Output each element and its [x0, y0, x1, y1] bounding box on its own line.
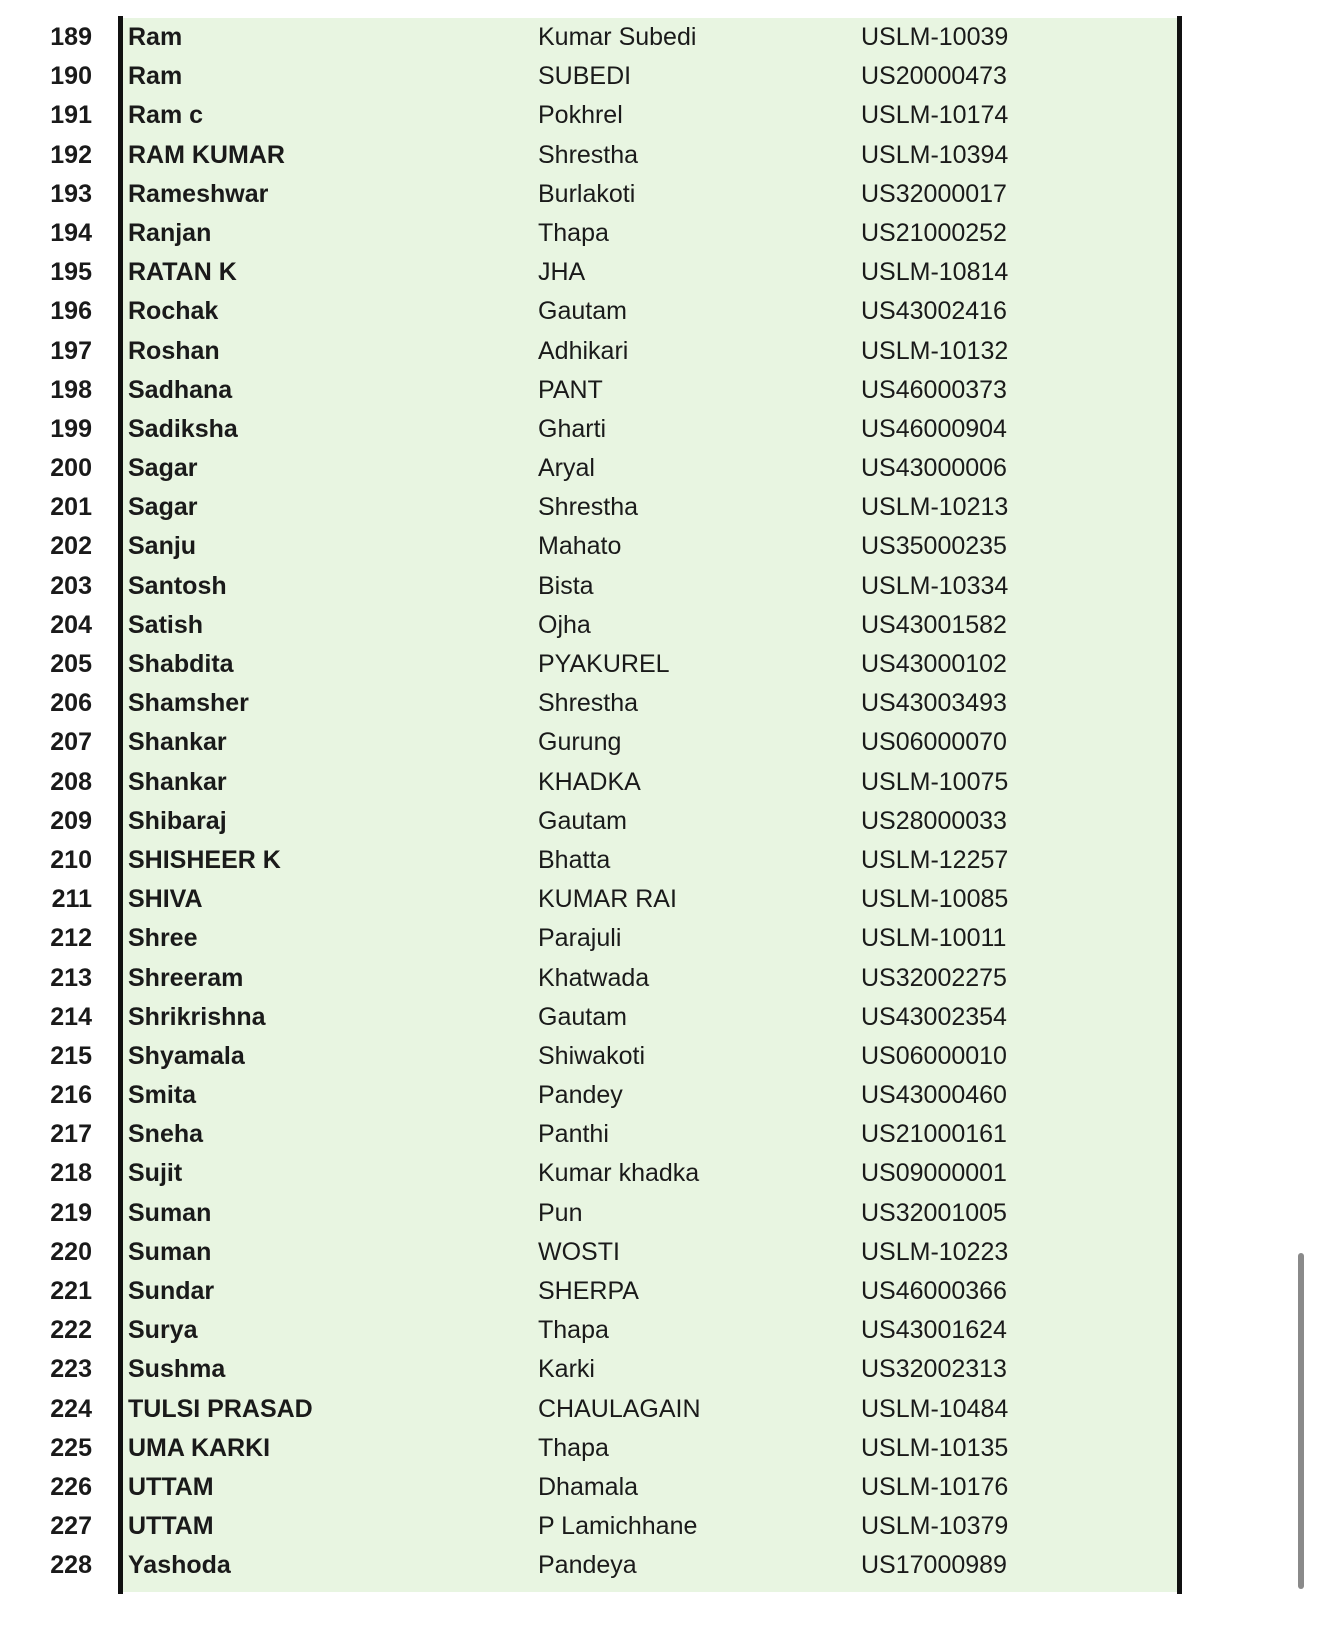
last-name-cell: WOSTI [538, 1237, 620, 1266]
last-name-cell: Thapa [538, 1433, 609, 1462]
row-number-cell: 221 [50, 1277, 92, 1305]
member-id-cell: USLM-10085 [861, 885, 1009, 914]
table-row [0, 1194, 1320, 1233]
first-name-cell: Santosh [128, 571, 227, 600]
member-id-cell: USLM-10814 [861, 258, 1009, 287]
last-name-cell: Karki [538, 1355, 595, 1384]
first-name-cell: Shibaraj [128, 806, 227, 835]
member-id-cell: US46000373 [861, 375, 1007, 404]
table-row [0, 998, 1320, 1037]
row-number-cell: 193 [50, 179, 92, 208]
table-row [0, 802, 1320, 841]
first-name-cell: Suman [128, 1198, 212, 1227]
last-name-cell: Gurung [538, 728, 622, 757]
table-row [0, 371, 1320, 410]
table-row [0, 96, 1320, 135]
member-id-cell: US06000010 [861, 1041, 1007, 1070]
last-name-cell: Pun [538, 1198, 583, 1227]
first-name-cell: Roshan [128, 336, 220, 365]
member-id-cell: US46000366 [861, 1277, 1007, 1305]
first-name-cell: Ram [128, 23, 183, 51]
row-number-cell: 191 [50, 101, 92, 130]
last-name-cell: Gautam [538, 806, 627, 835]
table-row [0, 253, 1320, 292]
first-name-cell: Sadhana [128, 375, 233, 404]
member-id-cell: US21000252 [861, 218, 1007, 247]
row-number-cell: 212 [50, 924, 92, 953]
row-number-cell: 203 [50, 571, 92, 600]
last-name-cell: Kumar Subedi [538, 23, 697, 51]
member-id-cell: USLM-10011 [861, 924, 1007, 953]
table-row [0, 527, 1320, 566]
table-row [0, 410, 1320, 449]
first-name-cell: Ranjan [128, 218, 212, 247]
row-number-cell: 209 [50, 806, 92, 835]
member-id-cell: USLM-12257 [861, 845, 1009, 874]
first-name-cell: Shabdita [128, 650, 234, 678]
table-row [0, 1390, 1320, 1429]
first-name-cell: UTTAM [128, 1512, 214, 1541]
member-id-cell: USLM-10394 [861, 140, 1009, 169]
member-id-cell: USLM-10213 [861, 493, 1009, 522]
first-name-cell: Sujit [128, 1159, 183, 1188]
last-name-cell: PANT [538, 375, 603, 404]
table-row [0, 1429, 1320, 1468]
first-name-cell: Shrikrishna [128, 1002, 266, 1031]
last-name-cell: SHERPA [538, 1277, 639, 1305]
last-name-cell: Pandey [538, 1081, 623, 1110]
row-number-cell: 195 [50, 258, 92, 287]
first-name-cell: Shamsher [128, 689, 249, 718]
last-name-cell: Aryal [538, 454, 595, 483]
member-id-cell: USLM-10176 [861, 1472, 1009, 1501]
last-name-cell: SUBEDI [538, 62, 632, 91]
row-number-cell: 206 [50, 689, 92, 718]
first-name-cell: Satish [128, 610, 204, 639]
row-number-cell: 199 [50, 414, 92, 443]
first-name-cell: Shyamala [128, 1041, 245, 1070]
member-id-cell: US06000070 [861, 728, 1007, 757]
table-row [0, 1076, 1320, 1115]
row-number-cell: 222 [50, 1316, 92, 1345]
first-name-cell: Shankar [128, 767, 227, 796]
last-name-cell: Thapa [538, 218, 609, 247]
row-number-cell: 224 [50, 1394, 92, 1423]
row-number-cell: 208 [50, 767, 92, 796]
last-name-cell: CHAULAGAIN [538, 1394, 701, 1423]
member-id-cell: US43000006 [861, 454, 1007, 483]
table-row [0, 880, 1320, 919]
row-number-cell: 192 [50, 140, 92, 169]
row-number-cell: 202 [50, 532, 92, 561]
first-name-cell: SHIVA [128, 885, 203, 914]
first-name-cell: Sushma [128, 1355, 226, 1384]
table-row [0, 488, 1320, 527]
last-name-cell: Shrestha [538, 140, 639, 169]
table-row [0, 136, 1320, 175]
member-id-cell: US09000001 [861, 1159, 1007, 1188]
row-number-cell: 190 [50, 62, 92, 91]
member-id-cell: USLM-10039 [861, 23, 1009, 51]
member-id-cell: US32002313 [861, 1355, 1007, 1384]
row-number-cell: 201 [50, 493, 92, 522]
member-id-cell: US32000017 [861, 179, 1007, 208]
first-name-cell: Ram [128, 62, 183, 91]
last-name-cell: Burlakoti [538, 179, 636, 208]
member-id-cell: US43002354 [861, 1002, 1007, 1031]
table-row [0, 841, 1320, 880]
table-row [0, 175, 1320, 214]
last-name-cell: P Lamichhane [538, 1512, 698, 1541]
first-name-cell: Sadiksha [128, 414, 238, 443]
row-number-cell: 213 [50, 963, 92, 992]
row-number-cell: 227 [50, 1512, 92, 1541]
member-id-cell: US20000473 [861, 62, 1007, 91]
table-row [0, 606, 1320, 645]
row-number-cell: 189 [50, 23, 92, 51]
row-number-cell: 216 [50, 1081, 92, 1110]
row-number-cell: 218 [50, 1159, 92, 1188]
member-id-cell: US32002275 [861, 963, 1007, 992]
first-name-cell: Sagar [128, 493, 198, 522]
table-row [0, 449, 1320, 488]
member-id-cell: USLM-10223 [861, 1237, 1009, 1266]
last-name-cell: Panthi [538, 1120, 609, 1149]
table-row [0, 723, 1320, 762]
last-name-cell: Parajuli [538, 924, 622, 953]
table-row [0, 1546, 1320, 1585]
row-number-cell: 207 [50, 728, 92, 757]
last-name-cell: KUMAR RAI [538, 885, 677, 914]
table-row [0, 959, 1320, 998]
table-row [0, 567, 1320, 606]
table-row [0, 332, 1320, 371]
first-name-cell: Sagar [128, 454, 198, 483]
row-number-cell: 205 [50, 650, 92, 678]
last-name-cell: Kumar khadka [538, 1159, 700, 1188]
first-name-cell: Shankar [128, 728, 227, 757]
member-id-cell: US21000161 [861, 1120, 1007, 1149]
table-row [0, 214, 1320, 253]
member-id-cell: USLM-10174 [861, 101, 1009, 130]
first-name-cell: RAM KUMAR [128, 140, 285, 169]
first-name-cell: Surya [128, 1316, 198, 1345]
row-number-cell: 211 [51, 885, 92, 914]
last-name-cell: Mahato [538, 532, 622, 561]
last-name-cell: JHA [538, 258, 586, 287]
member-id-cell: USLM-10379 [861, 1512, 1009, 1541]
row-number-cell: 214 [50, 1002, 92, 1031]
first-name-cell: Rameshwar [128, 179, 269, 208]
member-id-cell: US28000033 [861, 806, 1007, 835]
member-id-cell: USLM-10334 [861, 571, 1009, 600]
last-name-cell: Khatwada [538, 963, 650, 992]
row-number-cell: 219 [50, 1198, 92, 1227]
first-name-cell: Rochak [128, 297, 219, 326]
member-id-cell: USLM-10135 [861, 1433, 1009, 1462]
first-name-cell: Shree [128, 924, 198, 953]
last-name-cell: Gharti [538, 414, 607, 443]
row-number-cell: 226 [50, 1472, 92, 1501]
vertical-scrollbar[interactable] [1298, 1253, 1304, 1589]
last-name-cell: Pokhrel [538, 101, 623, 130]
table-row [0, 919, 1320, 958]
last-name-cell: Shiwakoti [538, 1041, 645, 1070]
first-name-cell: Yashoda [128, 1551, 231, 1580]
row-number-cell: 197 [50, 336, 92, 365]
row-number-cell: 200 [50, 454, 92, 483]
first-name-cell: Shreeram [128, 963, 244, 992]
first-name-cell: Sundar [128, 1277, 215, 1305]
first-name-cell: SHISHEER K [128, 845, 281, 874]
table-row [0, 57, 1320, 96]
table-row [0, 1350, 1320, 1389]
last-name-cell: Thapa [538, 1316, 609, 1345]
row-number-cell: 215 [50, 1041, 92, 1070]
table-row [0, 1233, 1320, 1272]
table-row [0, 684, 1320, 723]
row-number-cell: 223 [50, 1355, 92, 1384]
last-name-cell: Gautam [538, 297, 627, 326]
table-row [0, 18, 1320, 57]
member-id-cell: US46000904 [861, 414, 1007, 443]
first-name-cell: Sneha [128, 1120, 204, 1149]
row-number-cell: 194 [50, 218, 92, 247]
member-id-cell: USLM-10132 [861, 336, 1009, 365]
row-number-cell: 210 [50, 845, 92, 874]
member-id-cell: US43001624 [861, 1316, 1007, 1345]
first-name-cell: RATAN K [128, 258, 237, 287]
row-number-cell: 228 [50, 1551, 92, 1580]
member-id-cell: US43000102 [861, 650, 1007, 678]
first-name-cell: UMA KARKI [128, 1433, 271, 1462]
last-name-cell: Pandeya [538, 1551, 637, 1580]
last-name-cell: Bhatta [538, 845, 611, 874]
first-name-cell: Suman [128, 1237, 212, 1266]
table-row [0, 1154, 1320, 1193]
member-id-cell: USLM-10075 [861, 767, 1009, 796]
member-id-cell: US43000460 [861, 1081, 1007, 1110]
table-row [0, 1311, 1320, 1350]
last-name-cell: Shrestha [538, 689, 639, 718]
table-row [0, 645, 1320, 684]
row-number-cell: 196 [50, 297, 92, 326]
first-name-cell: Ram c [128, 101, 204, 130]
first-name-cell: UTTAM [128, 1472, 214, 1501]
member-id-cell: USLM-10484 [861, 1394, 1009, 1423]
last-name-cell: Dhamala [538, 1472, 639, 1501]
last-name-cell: Ojha [538, 610, 591, 639]
last-name-cell: Shrestha [538, 493, 639, 522]
table-row [0, 292, 1320, 331]
last-name-cell: Bista [538, 571, 594, 600]
last-name-cell: KHADKA [538, 767, 641, 796]
row-number-cell: 225 [50, 1433, 92, 1462]
table-row [0, 1115, 1320, 1154]
row-number-cell: 217 [50, 1120, 92, 1149]
table-row [0, 1272, 1320, 1311]
member-id-cell: US17000989 [861, 1551, 1007, 1580]
member-id-cell: US43001582 [861, 610, 1007, 639]
table-row [0, 763, 1320, 802]
member-id-cell: US43002416 [861, 297, 1007, 326]
row-number-cell: 198 [50, 375, 92, 404]
last-name-cell: Adhikari [538, 336, 629, 365]
member-id-cell: US32001005 [861, 1198, 1007, 1227]
member-id-cell: US43003493 [861, 689, 1007, 718]
row-number-cell: 220 [50, 1237, 92, 1266]
table-row [0, 1468, 1320, 1507]
member-id-cell: US35000235 [861, 532, 1007, 561]
last-name-cell: Gautam [538, 1002, 627, 1031]
first-name-cell: Smita [128, 1081, 197, 1110]
table-body [0, 18, 1320, 1586]
last-name-cell: PYAKUREL [538, 650, 670, 678]
first-name-cell: TULSI PRASAD [128, 1394, 313, 1423]
table-row [0, 1037, 1320, 1076]
first-name-cell: Sanju [128, 532, 197, 561]
table-row [0, 1507, 1320, 1546]
row-number-cell: 204 [50, 610, 92, 639]
